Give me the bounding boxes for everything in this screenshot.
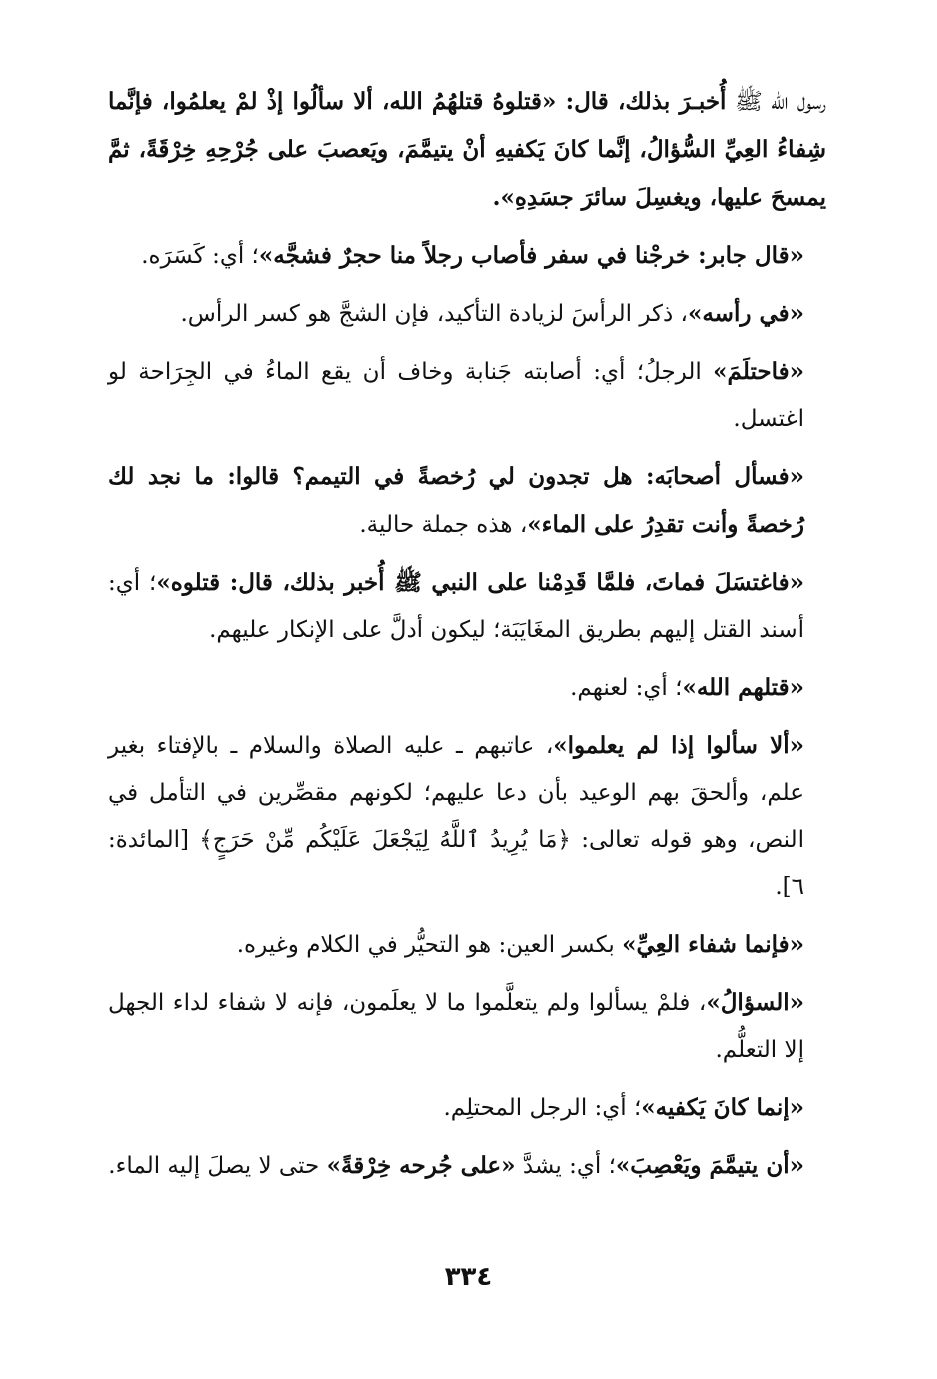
paragraph bbox=[108, 348, 826, 443]
quoted-hadith-text: «قتلهم الله» bbox=[682, 674, 804, 701]
paragraph bbox=[108, 664, 826, 712]
commentary-text: ؛ أي: كَسَرَه. bbox=[141, 243, 259, 269]
paragraph bbox=[108, 78, 826, 222]
paragraph bbox=[108, 453, 826, 549]
quoted-hadith-text: «فاحتلَمَ» bbox=[713, 358, 804, 385]
paragraph bbox=[108, 290, 826, 338]
commentary-text: رسول الله ﷺ bbox=[726, 89, 826, 115]
commentary-text: ؛ أي: يشدَّ bbox=[515, 1153, 616, 1179]
commentary-text: حتى لا يصلَ إليه الماء. bbox=[108, 1153, 327, 1179]
commentary-text: ، فلمْ يسألوا ولم يتعلَّموا ما لا يعلَمون، فإنه لا شفاء لداء الجهل إلا التعلُّم. bbox=[108, 990, 804, 1063]
commentary-text: الرجلُ؛ أي: أصابته جَنابة وخاف أن يقع الماءُ في الجِرَاحة لو اغتسل. bbox=[108, 359, 804, 432]
paragraph bbox=[108, 1142, 826, 1190]
text-body bbox=[108, 78, 826, 1190]
commentary-text: ، هذه جملة حالية. bbox=[359, 512, 528, 538]
commentary-text: ، ذكر الرأسَ لزيادة التأكيد، فإن الشجَّ هو كسر الرأس. bbox=[180, 301, 688, 327]
quoted-hadith-text: أُخبـرَ بذلك، قال: «قتلوهُ قتلهُمُ الله، ألا سألُوا إذْ لمْ يعلمُوا، فإنَّما شِفاءُ العِيِّ السُّؤالُ، إنَّما كانَ يَكفيهِ أنْ يتيمَّمَ، ويَعصبَ على جُرْحِهِ خِرْقَةً، ثمَّ يمسحَ عليها، ويغسِلَ سائرَ جسَدِهِ». bbox=[108, 88, 826, 211]
quoted-hadith-text: «ألا سألوا إذا لم يعلموا» bbox=[553, 732, 804, 759]
commentary-text: بكسر العين: هو التحيُّر في الكلام وغيره. bbox=[236, 932, 623, 958]
quoted-hadith-text: «على جُرحه خِرْقةً» bbox=[326, 1152, 516, 1179]
paragraph bbox=[108, 232, 826, 280]
quoted-hadith-text: «فاغتسَلَ فماتَ، فلمَّا قَدِمْنا على النبي ﷺ أُخبر بذلك، قال: قتلوه» bbox=[156, 569, 805, 596]
commentary-text: ؛ أي: أسند القتل إليهم بطريق المغَايَبَة؛ ليكون أدلَّ على الإنكار عليهم. bbox=[108, 570, 804, 643]
paragraph bbox=[108, 722, 826, 911]
quoted-hadith-text: «فسأل أصحابَه: هل تجدون لي رُخصةً في التيمم؟ قالوا: ما نجد لك رُخصةً وأنت تقدِرُ على الماء» bbox=[108, 463, 804, 538]
quoted-hadith-text: «أن يتيمَّمَ ويَعْصِبَ» bbox=[615, 1152, 804, 1179]
paragraph bbox=[108, 921, 826, 969]
quoted-hadith-text: «السؤالُ» bbox=[706, 989, 804, 1016]
paragraph bbox=[108, 979, 826, 1074]
paragraph bbox=[108, 1084, 826, 1132]
quoted-hadith-text: «في رأسه» bbox=[687, 300, 804, 327]
quoted-hadith-text: «إنما كانَ يَكفيه» bbox=[641, 1094, 804, 1121]
paragraph bbox=[108, 559, 826, 654]
quoted-hadith-text: «فإنما شفاء العِيِّ» bbox=[622, 931, 804, 958]
page-body bbox=[108, 78, 826, 1200]
commentary-text: ؛ أي: لعنهم. bbox=[570, 675, 683, 701]
page-number: ٣٣٤ bbox=[444, 1262, 493, 1292]
quoted-hadith-text: «قال جابر: خرجْنا في سفر فأصاب رجلاً منا حجرٌ فشجَّه» bbox=[258, 242, 804, 269]
commentary-text: ، عاتبهم ـ عليه الصلاة والسلام ـ بالإفتاء بغير علم، وألحقَ بهم الوعيد بأن دعا عليهم؛ لكونهم مقصِّرين في التأمل في النص، وهو قوله تعالى: ﴿مَا يُرِيدُ ٱللَّهُ لِيَجْعَلَ عَلَيْكُم مِّنْ حَرَجٍ﴾ [المائدة: ٦]. bbox=[108, 733, 804, 900]
commentary-text: ؛ أي: الرجل المحتلِم. bbox=[443, 1095, 642, 1121]
